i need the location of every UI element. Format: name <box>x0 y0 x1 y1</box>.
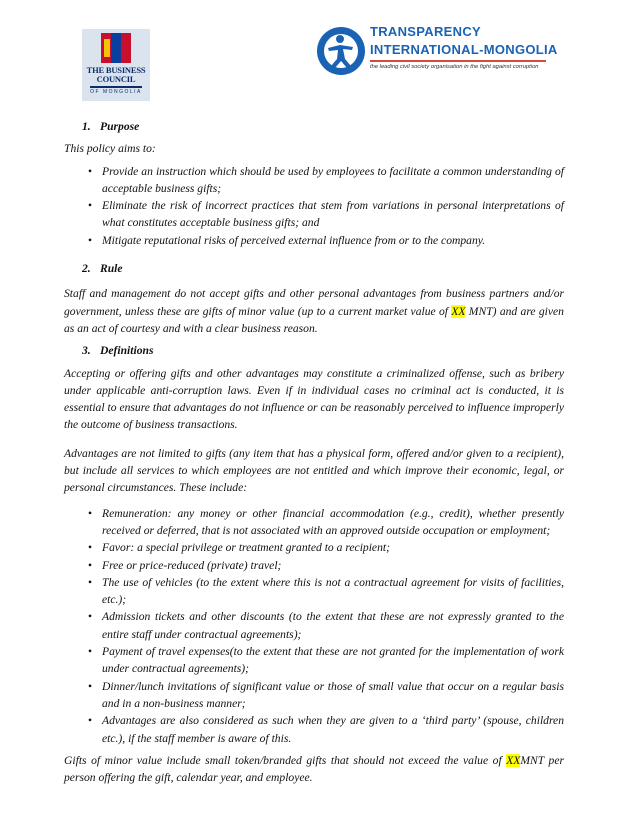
list-item: • Mitigate reputational risks of perceived external influence from or to the company. <box>88 232 564 249</box>
rule-paragraph <box>64 285 564 337</box>
list-item: • Free or price-reduced (private) travel; <box>88 557 564 574</box>
ti-logo-line1: TRANSPARENCY <box>370 24 481 39</box>
list-item: • Dinner/lunch invitations of significant value or those of small value that occur on a regular basis and in a non-business manner; <box>88 678 564 713</box>
list-item: • Admission tickets and other discounts (to the extent that these are not expressly granted to the entire staff under contractual agreements); <box>88 608 564 643</box>
list-item: • Eliminate the risk of incorrect practices that stem from variations in personal interpretations of what constitutes acceptable business gifts; and <box>88 197 564 232</box>
list-item: • Advantages are also considered as such when they are given to a ‘third party’ (spouse, children etc.), if the staff member is aware of this. <box>88 712 564 747</box>
bc-logo-line1: THE BUSINESS <box>86 65 146 75</box>
section-number: 1. <box>82 120 91 133</box>
section-heading-purpose <box>82 118 564 135</box>
ti-logo-tagline: the leading civil society organisation in the fight against corruption <box>370 64 539 70</box>
transparency-international-logo <box>316 24 558 82</box>
purpose-bullet-list <box>88 163 564 249</box>
bc-logo-line2: COUNCIL <box>96 74 136 84</box>
policy-document <box>64 118 564 786</box>
closing-text-after: MNT per person offering the gift, calendar year, and employee. <box>64 753 565 785</box>
definitions-paragraph-2: Advantages are not limited to gifts (any item that has a physical form, offered and/or given to a recipient), but include all services to which employees are not entitled and which improve their economic, legal, or personal circumstances. These include: <box>64 446 564 495</box>
list-item: • Favor: a special privilege or treatment granted to a recipient; <box>88 539 564 556</box>
rule-text-after: MNT) and are given as an act of courtesy and with a clear business reason. <box>64 304 564 335</box>
section-number: 2. <box>82 262 91 276</box>
advantages-bullet-list <box>88 505 564 747</box>
ti-logo-line2: INTERNATIONAL-MONGOLIA <box>370 42 558 57</box>
bc-logo-line3: OF MONGOLIA <box>90 89 142 95</box>
list-item: • Provide an instruction which should be used by employees to facilitate a common understanding of acceptable business gifts; <box>88 163 564 198</box>
ti-logo-rule <box>370 60 546 62</box>
section-title: Rule <box>100 262 123 276</box>
minor-gifts-paragraph <box>64 752 564 787</box>
rule-text-before: Staff and management do not accept gifts and other personal advantages from business partners and/or government, unless these are gifts of minor value (up to a current market value of <box>64 287 564 318</box>
list-item: • Payment of travel expenses(to the extent that these are not granted for the implementation of work under contractual agreements); <box>88 643 564 678</box>
section-title: Definitions <box>100 344 154 358</box>
definitions-paragraph-1: Accepting or offering gifts and other advantages may constitute a criminalized offense, such as bribery under applicable anti-corruption laws. Even if in individual cases no criminal act is conducted, it is essential to ensure that advantages do not influence or can be reasonably perceived to influence improperly the outcome of business transactions. <box>64 366 564 432</box>
rule-value-highlight: XX <box>451 304 466 318</box>
section-title: Purpose <box>100 120 140 133</box>
section-number: 3. <box>82 344 91 358</box>
closing-value-highlight: XX <box>506 753 521 767</box>
business-council-logo <box>82 29 150 101</box>
mongolia-flag-icon <box>101 33 131 63</box>
purpose-intro: This policy aims to: <box>64 142 156 156</box>
list-item: • Remuneration: any money or other financial accommodation (e.g., credit), whether presently received or deferred, that is not associated with an approved outside occupation or employment; <box>88 505 564 540</box>
section-heading-definitions <box>82 342 564 359</box>
bc-logo-divider <box>90 86 142 88</box>
list-item: • The use of vehicles (to the extent where this is not a contractual agreement for visits of facilities, etc.); <box>88 574 564 609</box>
ti-emblem-icon <box>316 26 366 76</box>
section-heading-rule <box>82 260 564 277</box>
closing-text-before: Gifts of minor value include small token/branded gifts that should not exceed the value of <box>64 753 507 767</box>
